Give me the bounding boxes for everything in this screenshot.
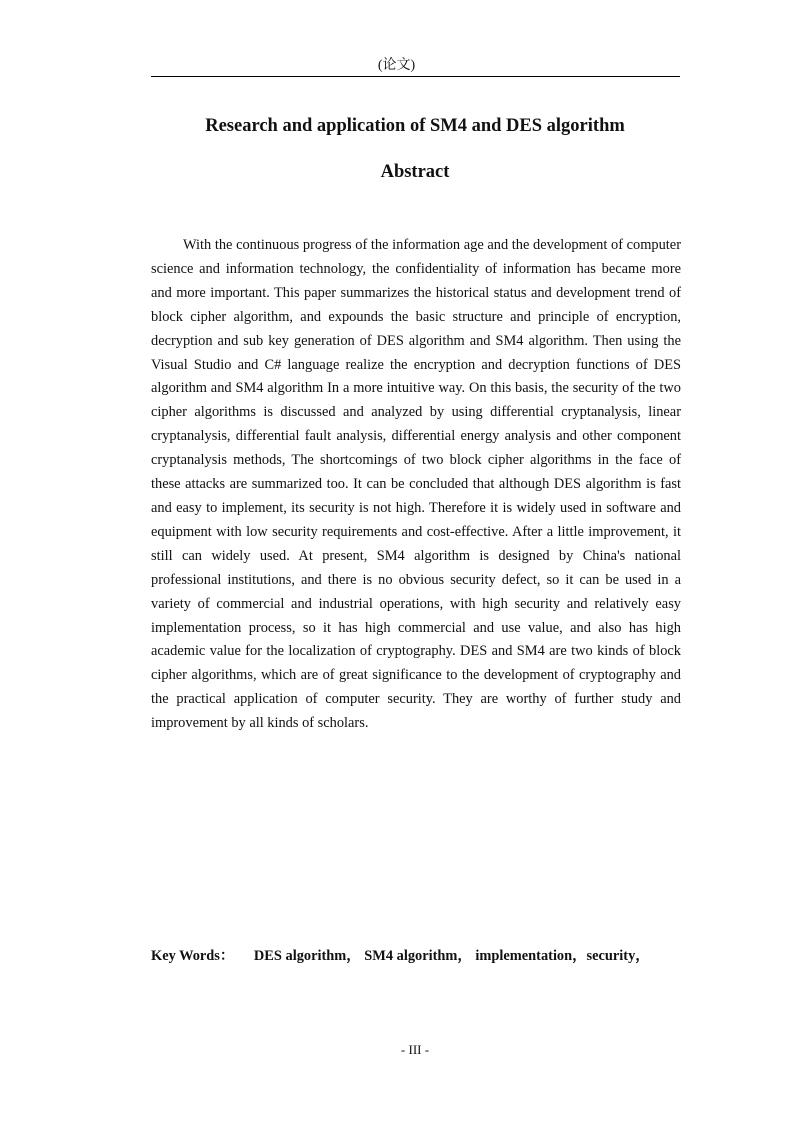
page-number: - III - [400,1042,430,1057]
keywords-line [151,944,711,968]
keyword-item: security， [586,948,650,964]
paper-title: Research and application of SM4 and DES algorithm [205,116,625,136]
keyword-item: implementation， [475,948,587,964]
running-header: (论文) [377,58,416,73]
abstract-heading: Abstract [380,162,450,182]
abstract-body: With the continuous progress of the information age and the development of computer science and information technology, the confidentiality of information has became more and more important. This paper summarizes the historical status and development trend of block cipher algorithm, and expounds the basic structure and principle of encryption, decryption and sub key generation of DES algorithm and SM4 algorithm. Then using the Visual Studio and C# language realize the encryption and decryption functions of DES algorithm and SM4 algorithm In a more intuitive way. On this basis, the security of the two cipher algorithms is discussed and analyzed by using differential cryptanalysis, linear cryptanalysis, differential fault analysis, differential energy analysis and other component cryptanalysis methods, The shortcomings of two block cipher algorithms in the face of these attacks are summarized too. It can be concluded that although DES algorithm is fast and easy to implement, its security is not high. Therefore it is widely used in software and equipment with low security requirements and cost-effective. After a little improvement, it still can widely used. At present, SM4 algorithm is designed by China's national professional institutions, and there is no obvious security defect, so it can be used in a variety of commercial and industrial operations, with high security and relatively easy implementation process, so it has high commercial and use value, and also has high academic value for the localization of cryptography. DES and SM4 are two kinds of block cipher algorithms, which are of great significance to the development of cryptography and the practical application of computer security. They are worthy of further study and improvement by all kinds of scholars. [151,237,681,732]
keywords-label: Key Words： [151,948,235,964]
keyword-item: DES algorithm， [253,948,361,964]
keyword-item: SM4 algorithm， [364,948,472,964]
header-rule [151,76,680,77]
